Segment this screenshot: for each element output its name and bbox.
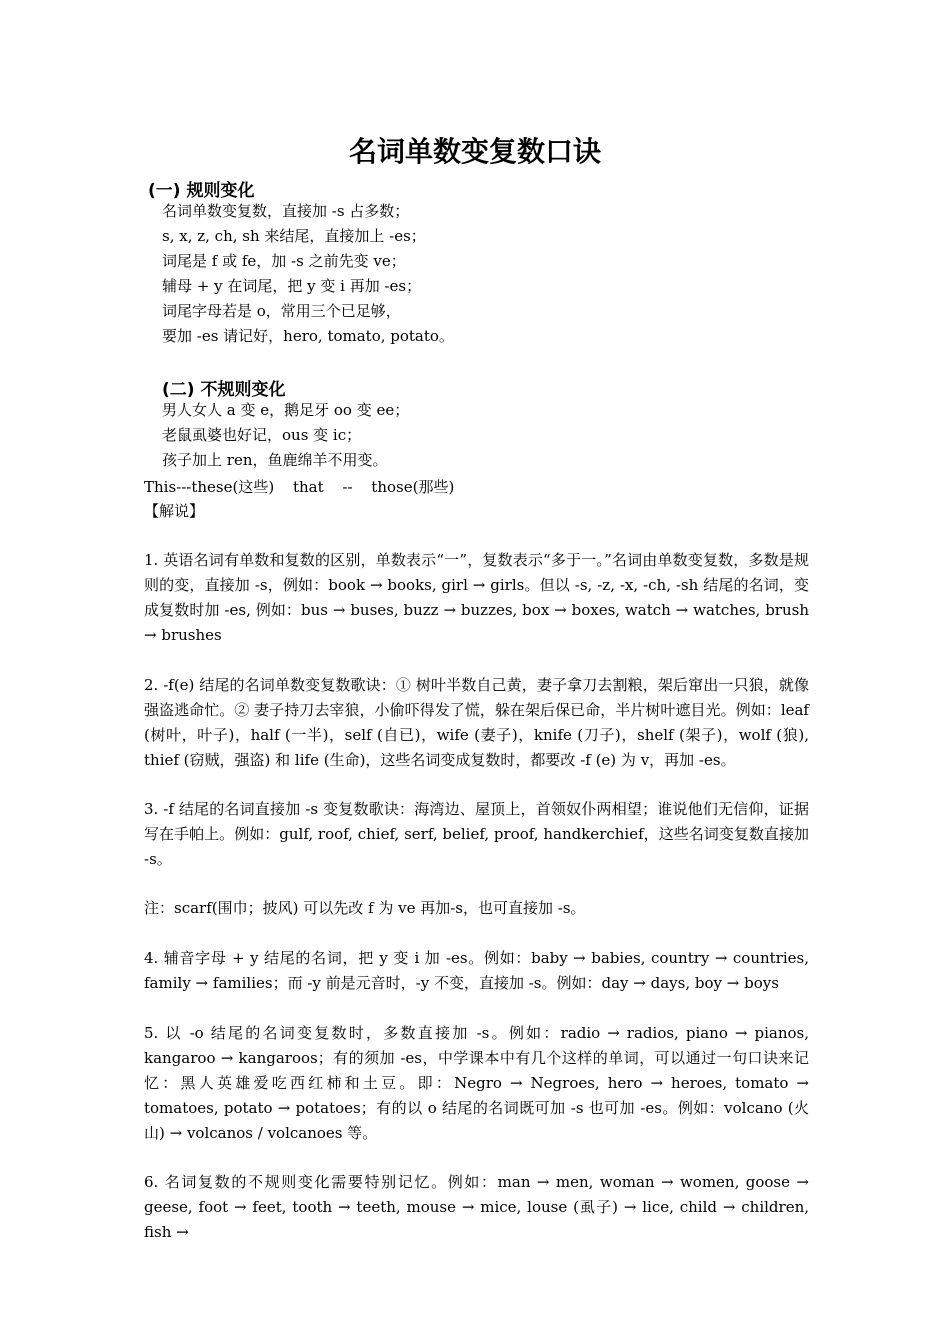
paragraph-1: 1. 英语名词有单数和复数的区别，单数表示“一”，复数表示“多于一。”名词由单数变复数，多数是规则的变，直接加 -s，例如：book → books, girl → girls。但以 -s, -z, -x, -ch, -sh 结尾的名词，变成复数时加 -es, 例如：bus → buses, buzz → buzzes, box → boxes, watch → watches, brush → brushes [144,551,809,644]
page-title: 名词单数变复数口诀 [348,135,601,168]
section-heading-regular: (一) 规则变化 [148,181,255,201]
explain-label: 【解说】 [144,502,205,520]
paragraph-4: 4. 辅音字母 + y 结尾的名词，把 y 变 i 加 -es。例如：baby → babies, country → countries, family → families；而 -y 前是元音时，-y 不变，直接加 -s。例如：day → days, boy → boys [144,949,809,992]
rhyme-block-regular [162,199,454,349]
rhyme-line: 孩子加上 ren，鱼鹿绵羊不用变。 [162,451,388,469]
rhyme-line: 男人女人 a 变 e，鹅足牙 oo 变 ee； [162,401,410,419]
rhyme-line: 名词单数变复数，直接加 -s 占多数； [162,202,410,220]
rhyme-line: 辅母 + y 在词尾，把 y 变 i 再加 -es； [162,277,422,295]
paragraph-3: 3. -f 结尾的名词直接加 -s 变复数歌诀：海湾边、屋顶上，首领奴仆两相望；谁说他们无信仰，证据写在手帕上。例如：gulf, roof, chief, serf, belief, proof, handkerchief，这些名词变复数直接加 -s。 [144,800,809,868]
paragraph-6: 6. 名词复数的不规则变化需要特别记忆。例如：man → men, woman → women, goose → geese, foot → feet, tooth → teeth, mouse → mice, louse (虱子) → lice, child → children, fish → [144,1173,809,1241]
demonstratives-line: This---these(这些) that -- those(那些) [144,478,455,496]
paragraph-2: 2. -f(e) 结尾的名词单数变复数歌诀：① 树叶半数自己黄，妻子拿刀去割粮，架后窜出一只狼，就像强盗逃命忙。② 妻子持刀去宰狼，小偷吓得发了慌，躲在架后保已命，半片树叶遮目光。例如：leaf (树叶，叶子)，half (一半)，self (自已)，wife (妻子)，knife (刀子)，shelf (架子)，wolf (狼), thief (窃贼，强盗) 和 life (生命)，这些名词变成复数时，都要改 -f (e) 为 v，再加 -es。 [144,676,809,769]
rhyme-line: 老鼠虱婆也好记，ous 变 ic； [162,426,362,444]
section-heading-irregular: (二) 不规则变化 [162,380,286,400]
rhyme-line: 词尾字母若是 o，常用三个已足够， [162,302,401,320]
rhyme-line: s, x, z, ch, sh 来结尾，直接加上 -es； [162,227,426,245]
rhyme-line: 词尾是 f 或 fe，加 -s 之前先变 ve； [162,252,406,270]
paragraph-5: 5. 以 -o 结尾的名词变复数时，多数直接加 -s。例如：radio → radios, piano → pianos, kangaroo → kangaroos；有的须加 -es，中学课本中有几个这样的单词，可以通过一句口诀来记忆：黑人英雄爱吃西红柿和土豆。即：Negro → Negroes, hero → heroes, tomato → tomatoes, potato → potatoes；有的以 o 结尾的名词既可加 -s 也可加 -es。例如：volcano (火山) → volcanos / volcanoes 等。 [144,1024,809,1142]
rhyme-line: 要加 -es 请记好，hero, tomato, potato。 [162,327,454,345]
rhyme-block-irregular [162,398,409,473]
note-paragraph: 注：scarf(围巾；披风) 可以先改 f 为 ve 再加-s，也可直接加 -s。 [144,899,586,917]
